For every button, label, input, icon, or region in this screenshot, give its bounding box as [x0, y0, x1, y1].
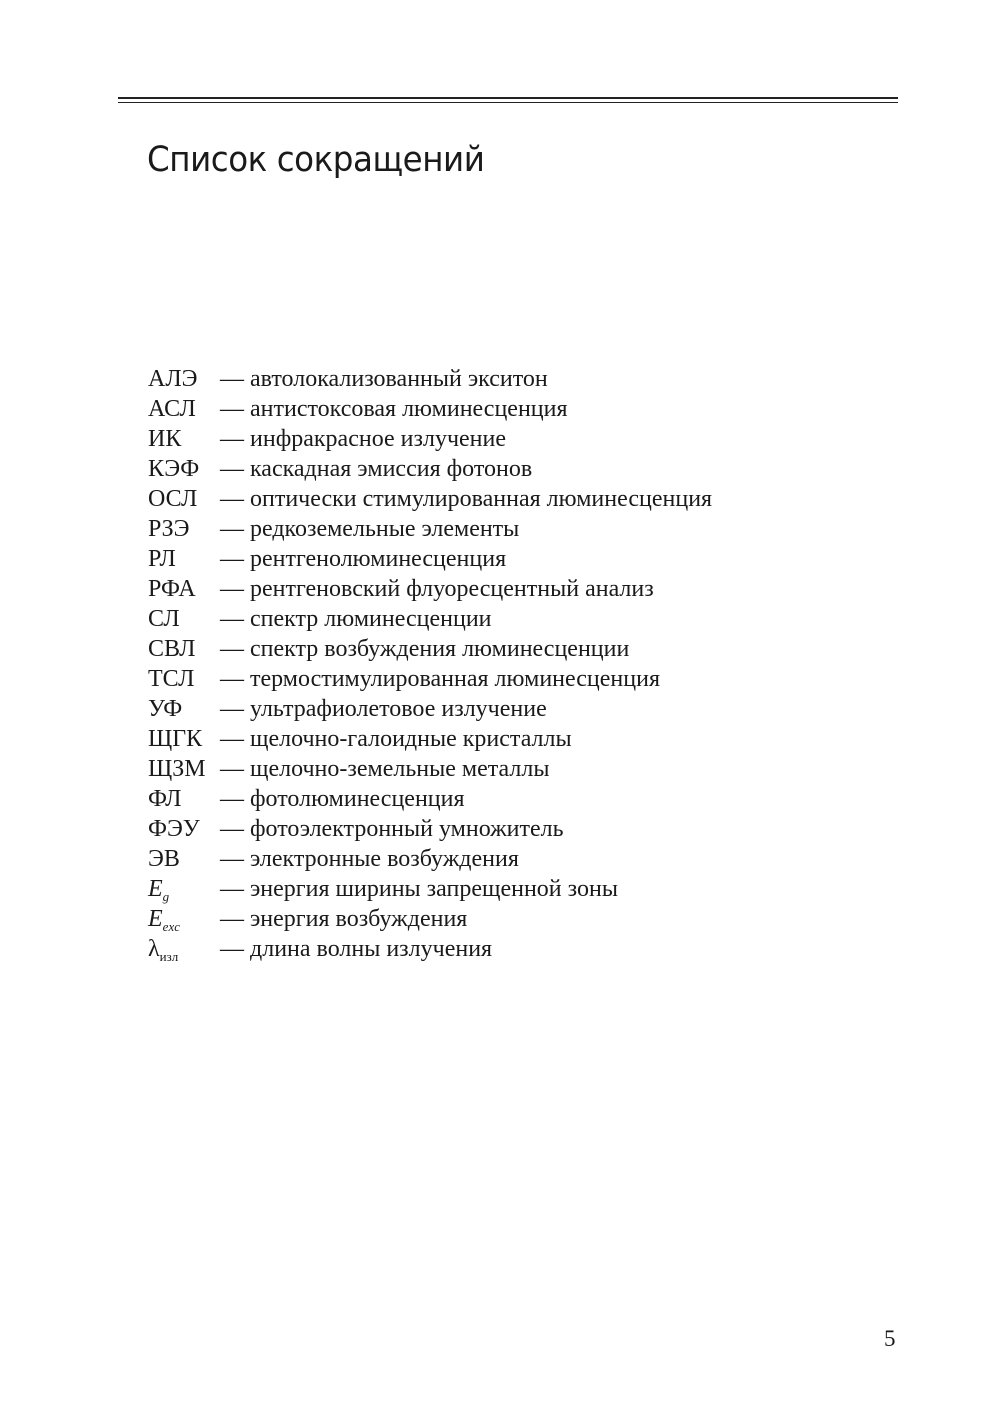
list-item [148, 814, 712, 844]
abbreviation-term: ЭВ [148, 846, 180, 872]
abbreviation-definition: — каскадная эмиссия фотонов [220, 456, 533, 482]
header-rule-thin [118, 102, 898, 103]
list-item [148, 484, 712, 514]
abbreviation-term: РФА [148, 576, 196, 602]
abbreviation-term: ФЭУ [148, 816, 200, 842]
list-item [148, 394, 712, 424]
list-item [148, 754, 712, 784]
abbreviation-definition: — фотолюминесценция [220, 786, 465, 812]
list-item [148, 364, 712, 394]
symbol-base: E [148, 876, 163, 902]
page-title: Список сокращений [147, 140, 485, 180]
abbreviation-term: ФЛ [148, 786, 182, 812]
list-item [148, 694, 712, 724]
list-item [148, 664, 712, 694]
abbreviation-definition: — антистоксовая люминесценция [220, 396, 568, 422]
abbreviation-term: УФ [148, 696, 183, 722]
abbreviation-definition: — рентгенолюминесценция [220, 546, 507, 572]
abbreviation-term [148, 904, 220, 934]
abbreviation-term: ЩЗМ [148, 756, 206, 782]
list-item [148, 604, 712, 634]
symbol-subscript: изл [159, 949, 179, 964]
abbreviation-term: ЩГК [148, 726, 203, 752]
symbol-base: E [148, 906, 163, 932]
abbreviation-definition: — спектр люминесценции [220, 606, 492, 632]
list-item [148, 424, 712, 454]
abbreviation-term: ИК [148, 426, 182, 452]
symbol-base: λ [148, 936, 160, 962]
abbreviation-definition: — ультрафиолетовое излучение [220, 696, 547, 722]
abbreviation-definition: — инфракрасное излучение [220, 426, 507, 452]
list-item [148, 874, 712, 904]
symbol-subscript: g [162, 889, 170, 904]
abbreviation-definition: — термостимулированная люминесценция [220, 666, 660, 692]
abbreviation-term [148, 934, 220, 964]
abbreviation-term: РЛ [148, 546, 176, 572]
abbreviation-definition: — фотоэлектронный умножитель [220, 816, 564, 842]
abbreviation-definition: — длина волны излучения [220, 936, 493, 962]
list-item [148, 454, 712, 484]
abbreviation-definition: — оптически стимулированная люминесценция [220, 486, 713, 512]
abbreviation-definition: — электронные возбуждения [220, 846, 519, 872]
abbreviation-term: СЛ [148, 606, 180, 632]
abbreviation-term: СВЛ [148, 636, 196, 662]
abbreviation-definition: — щелочно-земельные металлы [220, 756, 550, 782]
page-number: 5 [884, 1326, 896, 1351]
list-item [148, 934, 712, 964]
list-item [148, 724, 712, 754]
abbreviation-term: АЛЭ [148, 366, 198, 392]
abbreviation-term: ОСЛ [148, 486, 198, 512]
abbreviation-term: КЭФ [148, 456, 200, 482]
abbreviation-definition: — энергия возбуждения [220, 906, 468, 932]
symbol-subscript: exc [162, 919, 180, 934]
list-item [148, 844, 712, 874]
abbreviation-definition: — рентгеновский флуоресцентный анализ [220, 576, 654, 602]
list-item [148, 784, 712, 814]
list-item [148, 574, 712, 604]
header-rule-thick [118, 97, 898, 99]
abbreviation-definition: — редкоземельные элементы [220, 516, 520, 542]
abbreviation-term [148, 874, 220, 904]
abbreviation-list [148, 364, 712, 964]
abbreviation-definition: — автолокализованный экситон [220, 366, 548, 392]
abbreviation-term: РЗЭ [148, 516, 190, 542]
abbreviation-definition: — энергия ширины запрещенной зоны [220, 876, 618, 902]
list-item [148, 514, 712, 544]
list-item [148, 904, 712, 934]
abbreviation-definition: — щелочно-галоидные кристаллы [220, 726, 572, 752]
abbreviation-term: АСЛ [148, 396, 196, 422]
abbreviation-definition: — спектр возбуждения люминесценции [220, 636, 630, 662]
list-item [148, 544, 712, 574]
abbreviation-term: ТСЛ [148, 666, 195, 692]
list-item [148, 634, 712, 664]
